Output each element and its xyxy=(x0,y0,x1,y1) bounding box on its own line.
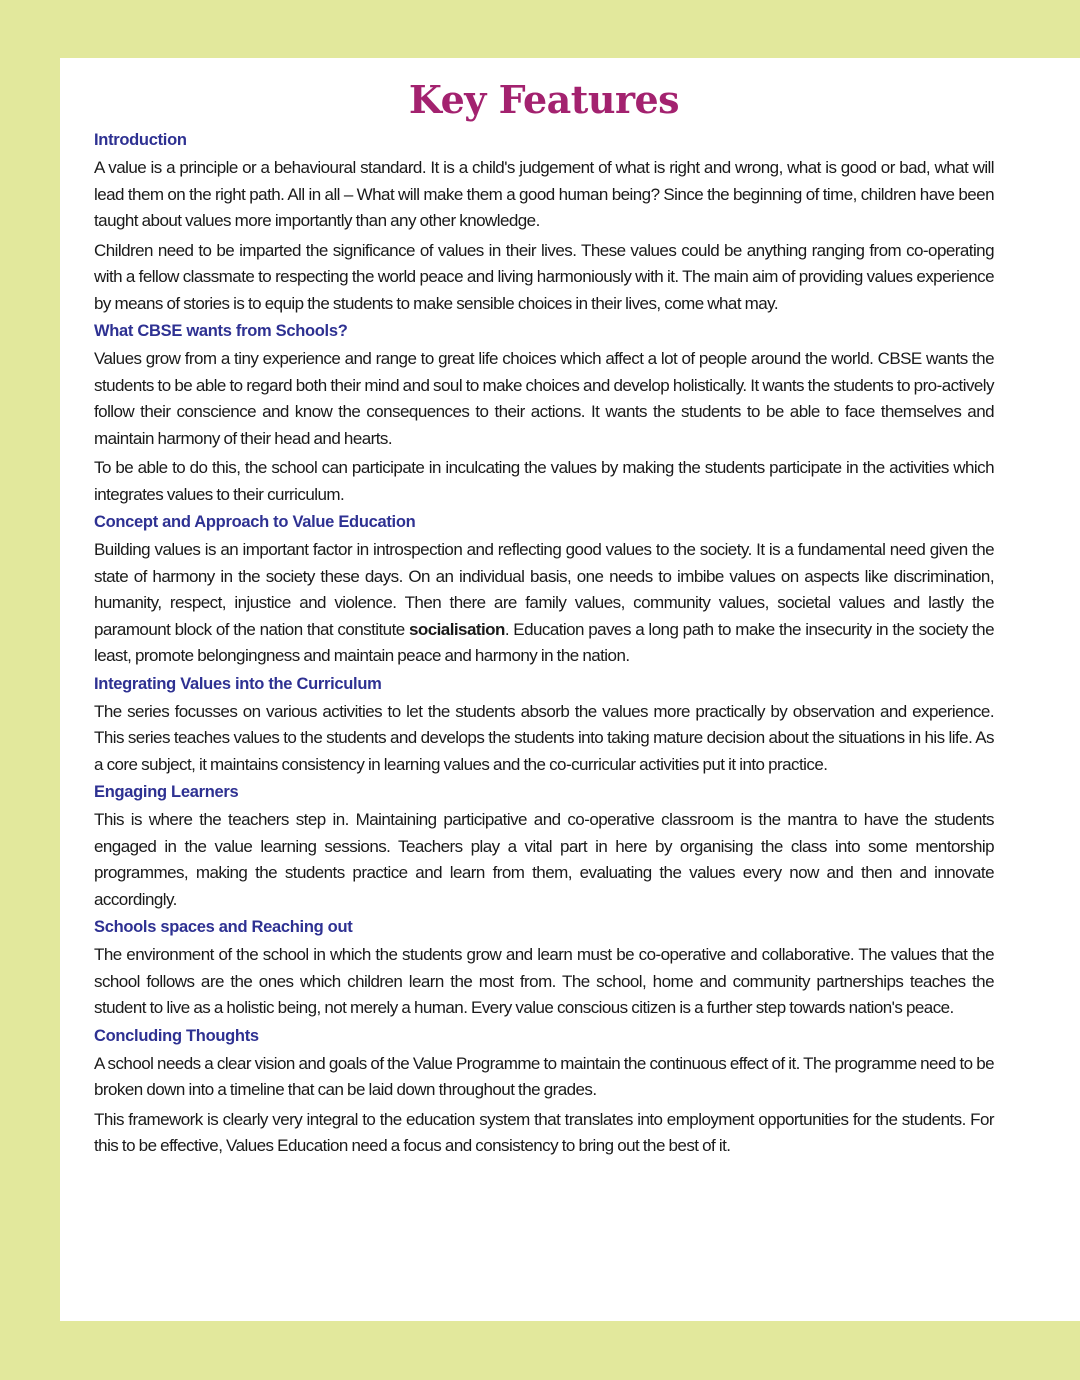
section-concluding-thoughts xyxy=(94,1025,994,1160)
section-integrating-values xyxy=(94,673,994,779)
page-sheet xyxy=(60,58,1080,1321)
emphasized-term: socialisation xyxy=(408,619,505,639)
section-engaging-learners xyxy=(94,781,994,913)
section-heading: Schools spaces and Reaching out xyxy=(94,918,353,936)
paragraph: The series focusses on various activities to let the students absorb the values more practically by observation and experience. This series teaches values to the students and develops the students into taking mature decision about the situations in his life. As a core subject, it maintains consistency in learning values and the co-curricular activities put it into practice. xyxy=(94,701,994,774)
section-heading: Introduction xyxy=(94,131,187,149)
document-content xyxy=(94,76,994,1163)
paragraph: Children need to be imparted the significance of values in their lives. These values could be anything ranging from co-operating with a fellow classmate to respecting the world peace and living harmoniously with it. The main aim of providing values experience by means of stories is to equip the students to make sensible choices in their lives, come what may. xyxy=(94,240,994,313)
section-schools-spaces xyxy=(94,916,994,1022)
section-concept-approach xyxy=(94,511,994,670)
paragraph: Building values is an important factor in introspection and reflecting good values to the society. It is a fundamental need given the state of harmony in the society these days. On an individual basis, one needs to imbibe values on aspects like discrimination, humanity, respect, injustice and violence. Then there are family values, community values, societal values and lastly the paramount block of the nation that constitute socialisation. Education paves a long path to make the insecurity in the society the least, promote belongingness and maintain peace and harmony in the nation. xyxy=(94,540,994,665)
paragraph: This framework is clearly very integral to the education system that translates into employment opportunities for the students. For this to be effective, Values Education need a focus and consistency to bring out the best of it. xyxy=(94,1109,994,1155)
section-heading: Concept and Approach to Value Education xyxy=(94,513,416,531)
paragraph: A school needs a clear vision and goals of the Value Programme to maintain the continuous effect of it. The programme need to be broken down into a timeline that can be laid down throughout the grades. xyxy=(94,1053,994,1099)
section-heading: Engaging Learners xyxy=(94,783,239,801)
paragraph: To be able to do this, the school can participate in inculcating the values by making the students participate in the activities which integrates values to their curriculum. xyxy=(94,458,994,504)
section-heading: Integrating Values into the Curriculum xyxy=(94,674,382,693)
section-heading: What CBSE wants from Schools? xyxy=(94,322,348,340)
paragraph: A value is a principle or a behavioural standard. It is a child's judgement of what is right and wrong, what is good or bad, what will lead them on the right path. All in all – What will make them a good human being? Since the beginning of time, children have been taught about values more importantly than any other knowledge. xyxy=(94,158,994,230)
section-introduction xyxy=(94,129,994,317)
page-title: Key Features xyxy=(408,77,680,122)
section-what-cbse-wants xyxy=(94,320,994,508)
paragraph: The environment of the school in which the students grow and learn must be co-operative and collaborative. The values that the school follows are the ones which children learn the most from. The school, home and community partnerships teaches the student to live as a holistic being, not merely a human. Every value conscious citizen is a further step towards nation's peace. xyxy=(94,945,994,1017)
paragraph: Values grow from a tiny experience and range to great life choices which affect a lot of people around the world. CBSE wants the students to be able to regard both their mind and soul to make choices and develop holistically. It wants the students to pro-actively follow their conscience and know the consequences to their actions. It wants the students to be able to face themselves and maintain harmony of their head and hearts. xyxy=(94,349,994,448)
paragraph: This is where the teachers step in. Maintaining participative and co-operative classroom is the mantra to have the students engaged in the value learning sessions. Teachers play a vital part in here by organising the class into some mentorship programmes, making the students practice and learn from them, evaluating the values every now and then and innovate accordingly. xyxy=(94,810,994,909)
section-heading: Concluding Thoughts xyxy=(94,1026,259,1045)
